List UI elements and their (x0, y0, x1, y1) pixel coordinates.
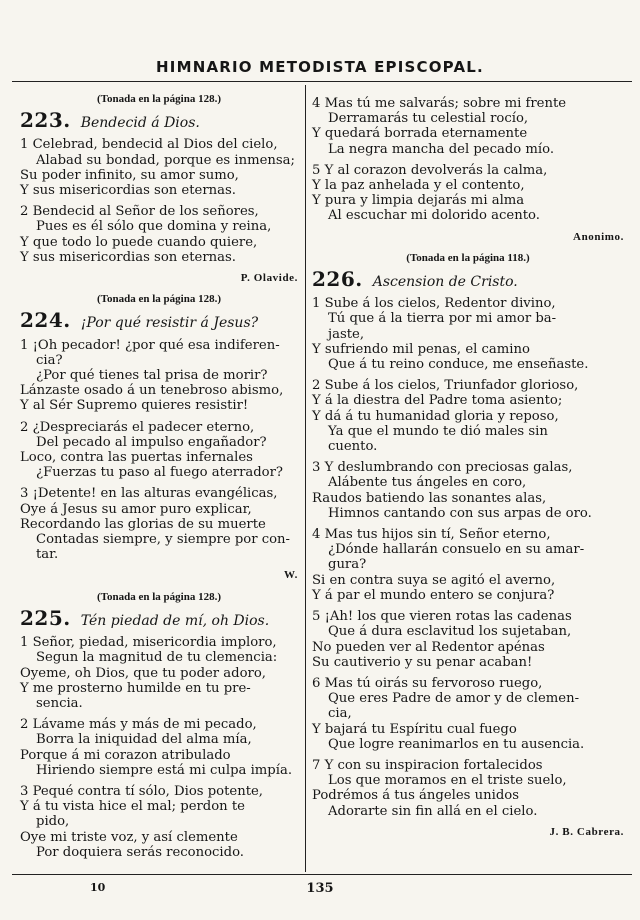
verse-line: Alabad su bondad, porque es inmensa; (36, 152, 295, 168)
stanza (20, 717, 298, 778)
verse-line: 3 Y deslumbrando con preciosas galas, (312, 460, 573, 476)
verse-line: cuento. (328, 439, 378, 455)
hymn-heading (20, 605, 298, 630)
hymn-author: J. B. Cabrera. (549, 825, 624, 838)
verse-line: sencia. (36, 695, 83, 711)
verse-line: Segun la magnitud de tu clemencia: (36, 650, 278, 666)
signature-mark: 10 (90, 881, 106, 894)
verse-line: Y la paz anhelada y el contento, (312, 178, 525, 194)
tune-reference: (Tonada en la página 118.) (406, 251, 530, 264)
right-column (312, 90, 624, 846)
verse-line: Los que moramos en el triste suelo, (328, 773, 567, 789)
verse-line: Del pecado al impulso engañador? (36, 434, 267, 450)
hymn-heading (20, 308, 298, 333)
stanza (20, 635, 298, 711)
verse-line: gura? (328, 557, 367, 573)
verse-line: Porque á mi corazon atribulado (20, 747, 231, 763)
hymn-number: 225. (20, 605, 71, 630)
stanza (20, 338, 298, 414)
verse-line: Himnos cantando con sus arpas de oro. (328, 505, 592, 521)
stanza (312, 163, 624, 224)
page-number: 135 (306, 881, 334, 896)
verse-line: 7 Y con su inspiracion fortalecidos (312, 757, 543, 773)
verse-line: 1 Sube á los cielos, Redentor divino, (312, 296, 556, 312)
hymn-heading (312, 267, 624, 292)
verse-line: Lánzaste osado á un tenebroso abismo, (20, 383, 284, 399)
hymn-number: 224. (20, 308, 71, 333)
stanza (312, 527, 624, 603)
verse-line: Recordando las glorias de su muerte (20, 516, 266, 532)
verse-line: Que á tu reino conduce, me enseñaste. (328, 357, 589, 373)
verse-line: Su cautiverio y su penar acaban! (312, 654, 533, 670)
stanza (20, 137, 298, 198)
verse-line: Y á tu vista hice el mal; perdon te (20, 799, 245, 815)
verse-line: 4 Mas tus hijos sin tí, Señor eterno, (312, 527, 551, 543)
verse-line: jaste, (328, 326, 365, 342)
verse-line: Tú que á la tierra por mi amor ba- (328, 311, 557, 327)
hymn-author: Anonimo. (573, 230, 624, 243)
column-divider (305, 85, 306, 872)
tune-reference: (Tonada en la página 128.) (97, 293, 221, 306)
verse-line: 2 Bendecid al Señor de los señores, (20, 204, 259, 220)
verse-line: La negra mancha del pecado mío. (328, 141, 555, 157)
verse-line: Su poder infinito, su amor sumo, (20, 167, 239, 183)
verse-line: Hiriendo siempre está mi culpa impía. (36, 762, 293, 778)
left-column (20, 90, 298, 866)
verse-line: Y me prosterno humilde en tu pre- (20, 680, 251, 696)
verse-line: Y sufriendo mil penas, el camino (312, 341, 530, 357)
verse-line: Y pura y limpia dejarás mi alma (312, 193, 525, 209)
hymn-number: 226. (312, 267, 363, 292)
verse-line: Alábente tus ángeles en coro, (328, 475, 527, 491)
verse-line: Que eres Padre de amor y de clemen- (328, 691, 580, 707)
stanza (312, 676, 624, 752)
verse-line: Y sus misericordias son eternas. (20, 183, 236, 199)
verse-line: No pueden ver al Redentor apénas (312, 639, 545, 655)
verse-line: Oye mi triste voz, y así clemente (20, 829, 238, 845)
verse-line: 5 ¡Ah! los que vieren rotas las cadenas (312, 609, 572, 625)
verse-line: cia, (328, 706, 352, 722)
verse-line: 1 ¡Oh pecador! ¿por qué esa indiferen- (20, 337, 280, 353)
verse-line: Y bajará tu Espíritu cual fuego (312, 721, 517, 737)
verse-line: Ya que el mundo te dió males sin (328, 423, 548, 439)
verse-line: tar. (36, 547, 59, 563)
page-header: HIMNARIO METODISTA EPISCOPAL. (156, 58, 484, 76)
verse-line: 2 Lávame más y más de mi pecado, (20, 717, 257, 733)
verse-line: 1 Celebrad, bendecid al Dios del cielo, (20, 137, 278, 153)
stanza (312, 296, 624, 372)
stanza (20, 204, 298, 265)
verse-line: 3 ¡Detente! en las alturas evangélicas, (20, 486, 278, 502)
verse-line: 3 Pequé contra tí sólo, Dios potente, (20, 783, 263, 799)
verse-line: ¿Por qué tienes tal prisa de morir? (36, 368, 268, 384)
verse-line: Adorarte sin fin allá en el cielo. (328, 803, 538, 819)
hymn-title: Bendecid á Dios. (80, 115, 200, 132)
verse-line: 2 ¿Despreciarás el padecer eterno, (20, 419, 255, 435)
hymn-heading (20, 108, 298, 133)
verse-line: Al escuchar mi dolorido acento. (328, 208, 540, 224)
stanza (312, 378, 624, 454)
verse-line: cia? (36, 352, 63, 368)
tune-reference: (Tonada en la página 128.) (97, 590, 221, 603)
verse-line: Y á la diestra del Padre toma asiento; (312, 393, 563, 409)
header-rule (12, 81, 632, 82)
stanza (20, 420, 298, 481)
hymn-title: ¡Por qué resistir á Jesus? (80, 315, 259, 332)
hymn-title: Ascension de Cristo. (372, 274, 518, 291)
verse-line: Y quedará borrada eternamente (312, 126, 528, 142)
verse-line: 2 Sube á los cielos, Triunfador glorioso, (312, 378, 579, 394)
stanza (20, 784, 298, 860)
footer-rule (12, 874, 632, 875)
verse-line: Derramarás tu celestial rocío, (328, 111, 529, 127)
verse-line: Que logre reanimarlos en tu ausencia. (328, 736, 585, 752)
hymn-author: P. Olavide. (240, 272, 298, 285)
verse-line: Y sus misericordias son eternas. (20, 249, 236, 265)
verse-line: 4 Mas tú me salvarás; sobre mi frente (312, 96, 567, 111)
verse-line: ¿Dónde hallarán consuelo en su amar- (328, 542, 585, 558)
verse-line: 6 Mas tú oirás su fervoroso ruego, (312, 675, 543, 691)
verse-line: Oyeme, oh Dios, que tu poder adoro, (20, 665, 266, 681)
verse-line: Por doquiera serás reconocido. (36, 844, 244, 860)
verse-line: Podrémos á tus ángeles unidos (312, 788, 519, 804)
verse-line: pido, (36, 814, 70, 830)
verse-line: Borra la iniquidad del alma mía, (36, 732, 252, 748)
verse-line: Oye á Jesus su amor puro explicar, (20, 501, 252, 517)
hymn-number: 223. (20, 108, 71, 133)
hymn-title: Tén piedad de mí, oh Dios. (80, 612, 270, 629)
stanza (312, 609, 624, 670)
verse-line: Y dá á tu humanidad gloria y reposo, (312, 408, 559, 424)
verse-line: Pues es él sólo que domina y reina, (36, 219, 272, 235)
verse-line: Si en contra suya se agitó el averno, (312, 572, 556, 588)
stanza (312, 758, 624, 819)
verse-line: ¿Fuerzas tu paso al fuego aterrador? (36, 465, 283, 481)
verse-line: Que á dura esclavitud los sujetaban, (328, 624, 572, 640)
verse-line: Loco, contra las puertas infernales (20, 450, 253, 466)
verse-line: 5 Y al corazon devolverás la calma, (312, 162, 548, 178)
verse-line: Y á par el mundo entero se conjura? (312, 587, 555, 603)
verse-line: Contadas siempre, y siempre por con- (36, 532, 291, 548)
verse-line: Y al Sér Supremo quieres resistir! (20, 398, 249, 414)
verse-line: 1 Señor, piedad, misericordia imploro, (20, 635, 277, 651)
verse-line: Raudos batiendo las sonantes alas, (312, 490, 547, 506)
stanza (20, 486, 298, 562)
tune-reference: (Tonada en la página 128.) (97, 93, 221, 105)
stanza (312, 460, 624, 521)
stanza (312, 96, 624, 157)
verse-line: Y que todo lo puede cuando quiere, (20, 234, 258, 250)
hymn-author: W. (284, 569, 298, 582)
